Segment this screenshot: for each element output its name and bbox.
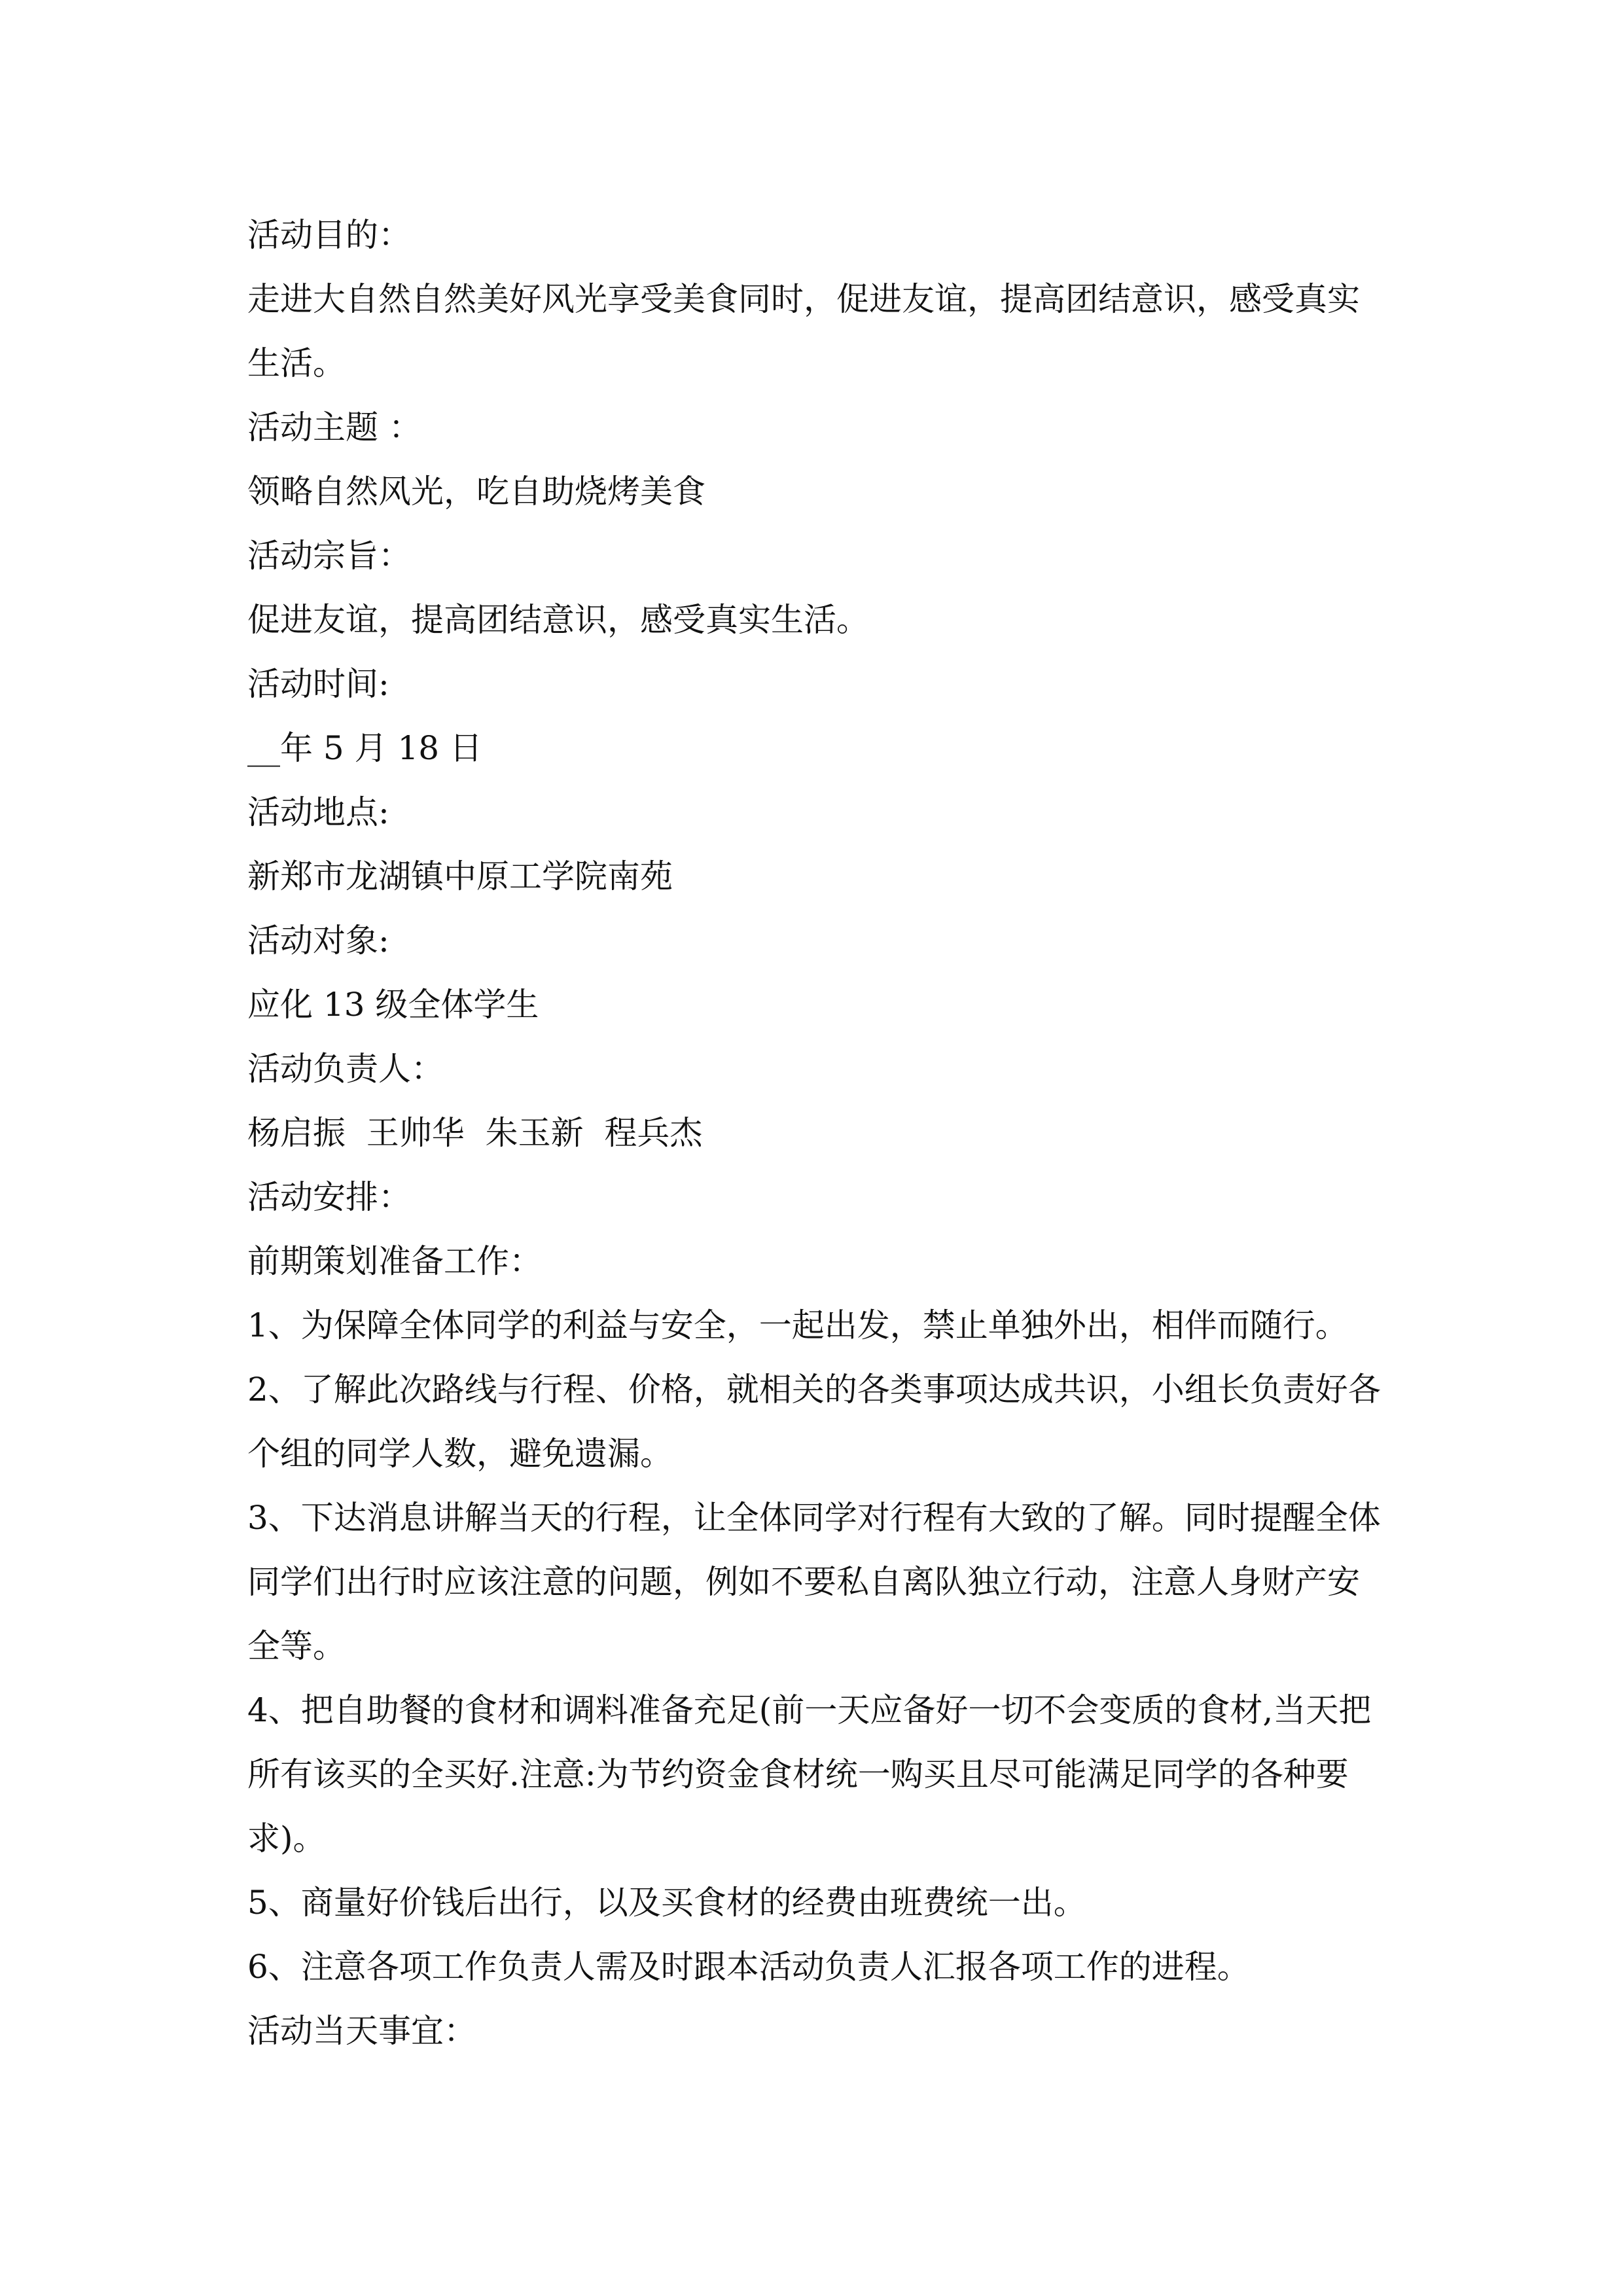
- participants-text: 应化 13 级全体学生: [247, 986, 539, 1024]
- heading-time: 活动时间:: [247, 665, 389, 703]
- list-item: 4、把自助餐的食材和调料准备充足(前一天应备好一切不会变质的食材,当天把所有该买的全买好.注意:为节约资金食材统一购买且尽可能满足同学的各种要求)。: [247, 1691, 1372, 1857]
- heading-theme: 活动主题 ：: [247, 408, 421, 446]
- heading-organizers: 活动负责人：: [247, 1050, 444, 1088]
- list-item: 6、注意各项工作负责人需及时跟本活动负责人汇报各项工作的进程。: [247, 1948, 1250, 1986]
- heading-purpose: 活动目的：: [247, 216, 411, 254]
- heading-participants: 活动对象:: [247, 922, 389, 960]
- list-item: 1、为保障全体同学的利益与安全，一起出发，禁止单独外出，相伴而随行。: [247, 1306, 1348, 1344]
- organizers-text: 杨启振 王帅华 朱玉新 程兵杰: [247, 1114, 703, 1152]
- heading-preparation: 前期策划准备工作：: [247, 1242, 542, 1280]
- document-body: [247, 203, 1386, 2063]
- list-item: 5、商量好价钱后出行，以及买食材的经费由班费统一出。: [247, 1884, 1086, 1922]
- heading-arrangement: 活动安排：: [247, 1178, 411, 1216]
- heading-location: 活动地点:: [247, 793, 389, 831]
- purpose-text: 走进大自然自然美好风光享受美食同时，促进友谊，提高团结意识，感受真实生活。: [247, 280, 1360, 382]
- heading-aim: 活动宗旨：: [247, 537, 411, 575]
- heading-event-day: 活动当天事宜：: [247, 2012, 476, 2050]
- list-item: 3、下达消息讲解当天的行程，让全体同学对行程有大致的了解。同时提醒全体同学们出行时应该注意的问题，例如不要私自离队独立行动，注意人身财产安全等。: [247, 1499, 1381, 1665]
- list-item: 2、了解此次路线与行程、价格，就相关的各类事项达成共识，小组长负责好各个组的同学人数，避免遗漏。: [247, 1371, 1381, 1473]
- theme-text: 领略自然风光，吃自助烧烤美食: [247, 473, 705, 511]
- aim-text: 促进友谊，提高团结意识，感受真实生活。: [247, 601, 869, 639]
- location-text: 新郑市龙湖镇中原工学院南苑: [247, 857, 673, 895]
- time-text: __年 5 月 18 日: [247, 729, 483, 767]
